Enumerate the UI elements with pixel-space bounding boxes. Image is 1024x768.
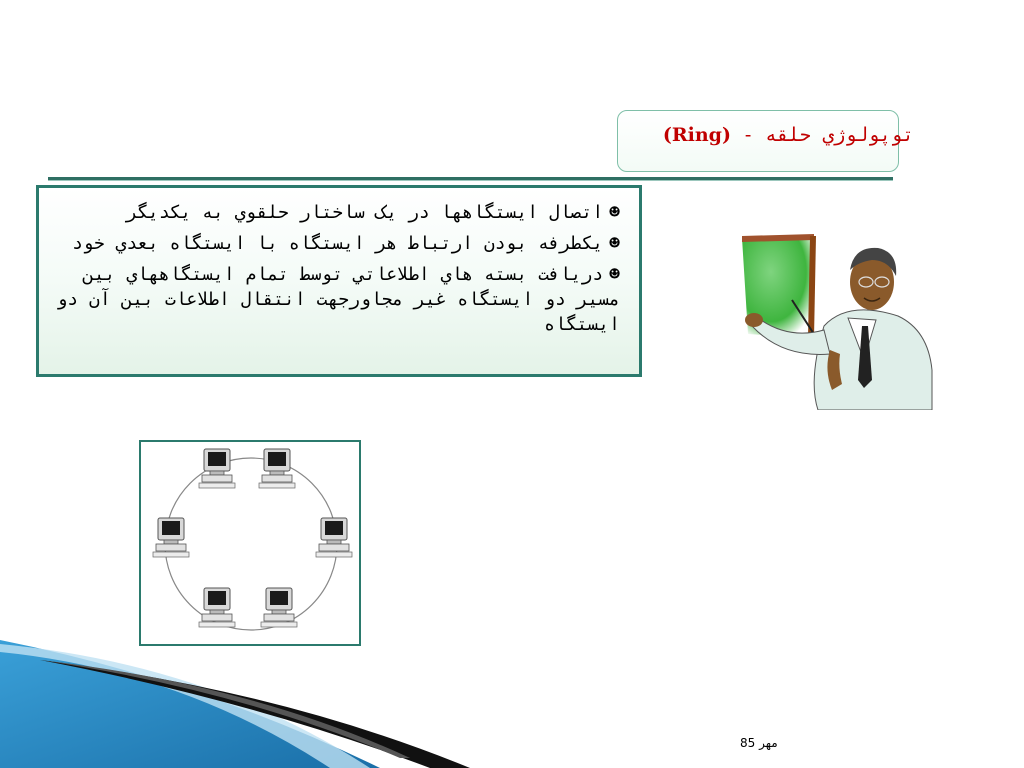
computer-icon <box>199 449 235 488</box>
footer-text: مهر 85 <box>740 736 778 750</box>
computer-icon <box>261 588 297 627</box>
ring-network-diagram <box>139 440 361 646</box>
computer-icon <box>259 449 295 488</box>
bullet-item: ☻دريافت بسته هاي اطلاعاتي توسط تمام ايستگاههاي بين مسير دو ايستگاه غير مجاورجهت انتقال اطلاعات بين آن دو ايستگاه <box>56 264 620 335</box>
smiley-bullet-icon: ☻ <box>609 264 620 285</box>
title-ring: (Ring) <box>662 124 731 146</box>
title-divider <box>48 177 893 181</box>
smiley-bullet-icon: ☻ <box>609 233 620 254</box>
ring-network-svg <box>141 442 359 644</box>
teacher-clipart-icon <box>728 230 938 410</box>
bottom-decoration <box>0 640 1024 768</box>
computer-icon <box>316 518 352 557</box>
computer-icon <box>153 518 189 557</box>
bullet-list <box>40 200 620 343</box>
bullet-item: ☻يکطرفه بودن ارتباط هر ايستگاه با ايستگاه بعدي خود <box>72 233 620 254</box>
smiley-bullet-icon: ☻ <box>609 202 620 223</box>
bullet-item: ☻اتصال ايستگاهها در يک ساختار حلقوي به يکديگر <box>126 202 620 223</box>
title-text: توپولوژي حلقه - <box>730 124 914 146</box>
slide-title <box>663 124 914 146</box>
computer-icon <box>199 588 235 627</box>
